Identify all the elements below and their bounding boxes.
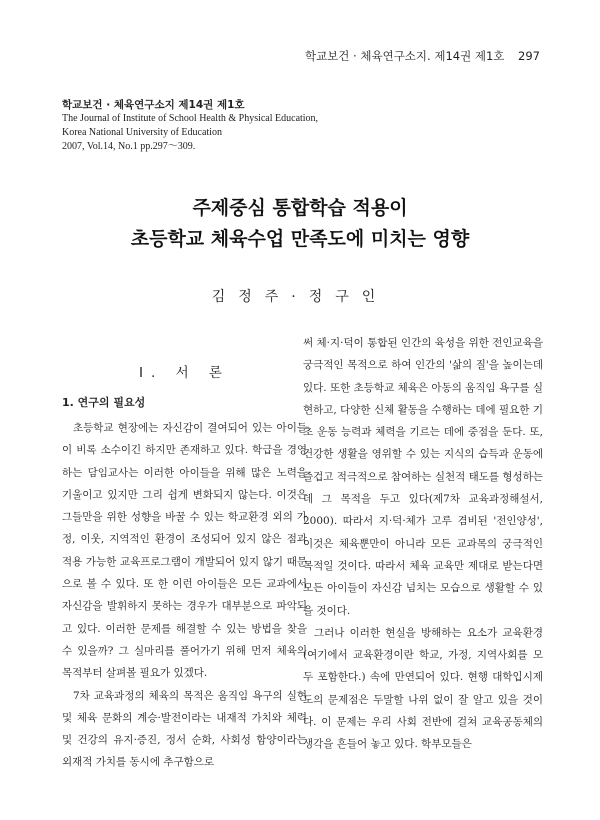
journal-volume: 2007, Vol.14, No.1 pp.297～309. bbox=[62, 141, 196, 152]
journal-name-english: The Journal of Institute of School Health & Physical Education, bbox=[62, 113, 319, 124]
paper-title-line-1: 주제중심 통합학습 적용이 bbox=[192, 197, 408, 219]
page-number: 297 bbox=[518, 49, 540, 63]
running-header bbox=[305, 48, 540, 64]
body-paragraph: 초등학교 현장에는 자신감이 결여되어 있는 아이들이 비록 소수이긴 하지만 존재하고 있다. 학급을 경영하는 담임교사는 이러한 아이들을 위해 많은 노력을 기울이고 있지만 그리 쉽게 변화되지 않는다. 이것은 그들만을 위한 성향을 바꿀 수 있는 학교환경 외의 가정, 이웃, 지역적인 환경이 조성되어 있지 않은 점과 적용 가능한 교육프로그램이 개발되어 있지 않기 때문으로 볼 수 있다. 또 한 이런 아이들은 모든 교과에서 자신감을 발휘하지 못하는 경우가 대부분으로 파악되고 있다. 이러한 문제를 해결할 수 있는 방법을 찾을 수 있을까? 그 실마리를 풀어가기 위해 먼저 체육의 목적부터 살펴볼 필요가 있겠다. bbox=[62, 422, 307, 680]
right-column bbox=[303, 332, 543, 756]
authors: 김정주·정구인 bbox=[211, 289, 389, 305]
journal-info bbox=[62, 98, 482, 154]
body-paragraph: 7차 교육과정의 체육의 목적은 움직임 욕구의 실현 및 체육 문화의 계승·발전이라는 내재적 가치와 체력 및 건강의 유지·증진, 정서 순화, 사회성 함양이라는 외재적 가치를 동시에 추구함으로 bbox=[62, 689, 307, 769]
paper-title bbox=[0, 193, 600, 255]
section-heading: Ⅰ. 서 론 bbox=[139, 365, 230, 381]
journal-name-korean: 학교보건 · 체육연구소지 제14권 제1호 bbox=[62, 99, 245, 111]
journal-institution: Korea National University of Education bbox=[62, 127, 222, 138]
left-column bbox=[62, 336, 307, 774]
body-paragraph: 그러나 이러한 현실을 방해하는 요소가 교육환경(여기에서 교육환경이란 학교, 가정, 지역사회를 모두 포함한다.) 속에 만연되어 있다. 현행 대학입시제도의 문제점은 두말할 나위 없이 잘 알고 있을 것이다. 이 문제는 우리 사회 전반에 걸쳐 교육공동체의 생각을 흔들어 놓고 있다. 학부모들은 bbox=[303, 626, 543, 751]
body-paragraph: 써 체·지·덕이 통합된 인간의 육성을 위한 전인교육을 궁극적인 목적으로 하여 인간의 '삶의 질'을 높이는데 있다. 또한 초등학교 체육은 아동의 움직임 욕구를 실현하고, 다양한 신체 활동을 수행하는 데에 필요한 기초 운동 능력과 체력을 기르는 데에 중점을 둔다. 또, 건강한 생활을 영위할 수 있는 지식의 습득과 운동에 즐겁고 적극적으로 참여하는 실천적 태도를 형성하는데 그 목적을 두고 있다(제7차 교육과정해설서, 2000). 따라서 지·덕·체가 고루 겸비된 '전인양성', 이것은 체육뿐만이 아니라 모든 교과목의 궁극적인 목적일 것이다. 따라서 체육 교육만 제대로 받는다면 모든 아이들이 자신감 넘치는 모습으로 생활할 수 있을 것이다. bbox=[303, 337, 543, 617]
running-title: 학교보건 · 체육연구소지. 제14권 제1호 bbox=[304, 49, 505, 63]
paper-title-line-2: 초등학교 체육수업 만족도에 미치는 영향 bbox=[130, 228, 470, 250]
subsection-heading: 1. 연구의 필요성 bbox=[62, 396, 146, 409]
